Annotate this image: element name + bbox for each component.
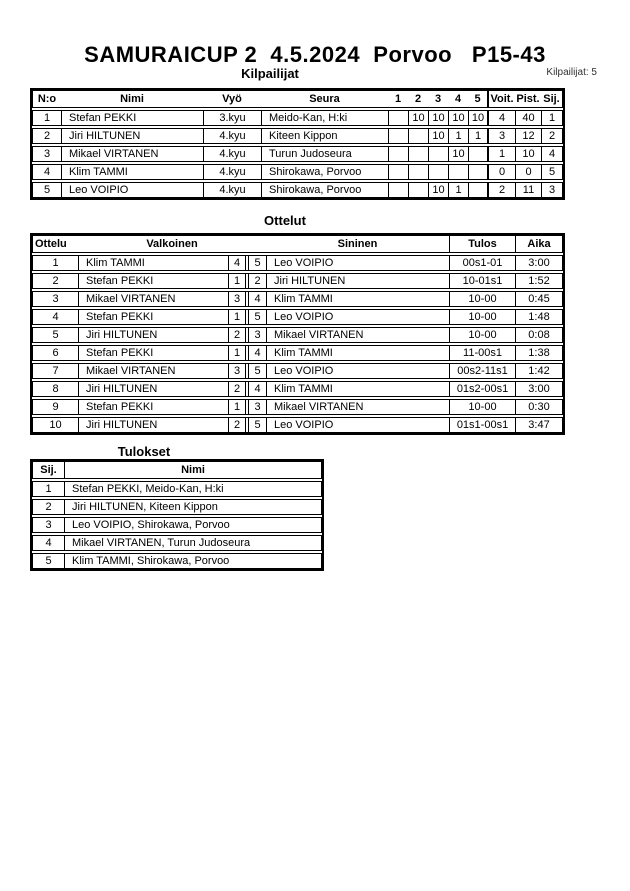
final-result-row (32, 535, 322, 551)
match-row (32, 345, 563, 361)
header-cell-1: 1 (394, 93, 402, 105)
cell-blue-name: Leo VOIPIO (266, 310, 449, 324)
cell-result-2 (408, 129, 428, 143)
header-cell-match: Ottelu (35, 238, 67, 250)
cell-place: 2 (541, 129, 562, 143)
cell-result-5: 1 (468, 129, 487, 143)
final-result-row (32, 553, 322, 569)
cell-belt: 4.kyu (203, 165, 261, 179)
cell-name: Jiri HILTUNEN (61, 129, 203, 143)
cell-result-2: 10 (408, 111, 428, 125)
cell-result-3: 10 (428, 111, 448, 125)
cell-final-name: Leo VOIPIO, Shirokawa, Porvoo (64, 518, 321, 532)
header-cell-club: Seura (309, 93, 340, 105)
header-cell-final-place: Sij. (40, 464, 57, 476)
cell-final-name: Klim TAMMI, Shirokawa, Porvoo (64, 554, 321, 568)
competitors-count-label: Kilpailijat: 5 (546, 67, 597, 78)
cell-blue-name: Leo VOIPIO (266, 364, 449, 378)
cell-result: 11-00s1 (449, 346, 515, 360)
cell-blue-name: Klim TAMMI (266, 382, 449, 396)
cell-place: 5 (541, 165, 562, 179)
cell-final-name: Mikael VIRTANEN, Turun Judoseura (64, 536, 321, 550)
cell-result-5 (468, 165, 487, 179)
cell-blue-no: 4 (248, 382, 266, 396)
cell-white-name: Jiri HILTUNEN (78, 418, 228, 432)
cell-blue-name: Mikael VIRTANEN (266, 328, 449, 342)
match-row (32, 291, 563, 307)
cell-white-name: Jiri HILTUNEN (78, 328, 228, 342)
cell-result-5 (468, 147, 487, 161)
cell-result-2 (408, 147, 428, 161)
cell-name: Stefan PEKKI (61, 111, 203, 125)
cell-white-no: 2 (228, 328, 246, 342)
cell-time: 3:47 (515, 418, 562, 432)
cell-match-no: 3 (52, 293, 59, 305)
cell-final-place: 5 (45, 555, 52, 567)
cell-blue-name: Klim TAMMI (266, 292, 449, 306)
cell-belt: 4.kyu (203, 147, 261, 161)
cell-no: 3 (43, 148, 51, 160)
cell-time: 0:45 (515, 292, 562, 306)
cell-white-no: 2 (228, 418, 246, 432)
cell-no: 1 (43, 112, 51, 124)
cell-no: 5 (43, 184, 51, 196)
cell-blue-name: Mikael VIRTANEN (266, 400, 449, 414)
competitor-row (32, 146, 563, 162)
header-cell-wins: Voit. (487, 91, 515, 107)
cell-blue-no: 4 (248, 292, 266, 306)
cell-white-no: 3 (228, 364, 246, 378)
cell-wins: 0 (487, 165, 515, 179)
match-row (32, 381, 563, 397)
cell-blue-no: 3 (248, 328, 266, 342)
competitor-row (32, 164, 563, 180)
cell-belt: 4.kyu (203, 183, 261, 197)
cell-belt: 3.kyu (203, 111, 261, 125)
cell-match-no: 7 (52, 365, 59, 377)
cell-white-no: 3 (228, 292, 246, 306)
matches-header-row (32, 235, 563, 253)
cell-final-place: 4 (45, 537, 52, 549)
match-row (32, 363, 563, 379)
final-results-heading: Tulokset (117, 444, 171, 459)
match-row (32, 309, 563, 325)
cell-result-4: 10 (448, 147, 468, 161)
cell-points: 10 (515, 147, 541, 161)
cell-result: 01s2-00s1 (449, 382, 515, 396)
cell-wins: 1 (487, 147, 515, 161)
cell-result-2 (408, 165, 428, 179)
match-row (32, 273, 563, 289)
competitors-header-row (32, 90, 563, 108)
match-row (32, 327, 563, 343)
cell-match-no: 2 (52, 275, 59, 287)
match-row (32, 417, 563, 433)
cell-result-5: 10 (468, 111, 487, 125)
cell-blue-no: 2 (248, 274, 266, 288)
matches-table (30, 233, 565, 435)
cell-blue-no: 5 (248, 364, 266, 378)
cell-result: 00s1-01 (449, 256, 515, 270)
cell-result-2 (408, 183, 428, 197)
cell-time: 1:38 (515, 346, 562, 360)
cell-belt: 4.kyu (203, 129, 261, 143)
header-cell-result: Tulos (449, 236, 515, 252)
matches-rows (32, 255, 563, 433)
cell-result: 10-00 (449, 328, 515, 342)
cell-points: 12 (515, 129, 541, 143)
cell-blue-name: Leo VOIPIO (266, 418, 449, 432)
header-cell-time: Aika (515, 236, 562, 252)
cell-blue-no: 5 (248, 256, 266, 270)
cell-match-no: 8 (52, 383, 59, 395)
competitor-row (32, 182, 563, 198)
cell-white-no: 4 (228, 256, 246, 270)
cell-white-no: 1 (228, 310, 246, 324)
cell-time: 0:08 (515, 328, 562, 342)
cell-wins: 3 (487, 129, 515, 143)
cell-result-4: 1 (448, 183, 468, 197)
cell-blue-name: Klim TAMMI (266, 346, 449, 360)
cell-final-place: 2 (45, 501, 52, 513)
competitors-heading: Kilpailijat (241, 66, 299, 81)
cell-result-1 (388, 129, 408, 143)
cell-white-name: Stefan PEKKI (78, 310, 228, 324)
header-cell-name: Nimi (120, 93, 144, 105)
cell-blue-no: 3 (248, 400, 266, 414)
final-results-table (30, 459, 324, 571)
cell-blue-no: 5 (248, 310, 266, 324)
header-cell-3: 3 (434, 93, 442, 105)
final-results-header-row (32, 461, 322, 479)
cell-white-name: Mikael VIRTANEN (78, 292, 228, 306)
cell-points: 0 (515, 165, 541, 179)
cell-final-place: 1 (45, 483, 52, 495)
cell-white-name: Jiri HILTUNEN (78, 382, 228, 396)
cell-time: 3:00 (515, 382, 562, 396)
cell-time: 1:52 (515, 274, 562, 288)
competitors-table (30, 88, 565, 200)
cell-final-name: Stefan PEKKI, Meido-Kan, H:ki (64, 482, 321, 496)
cell-name: Mikael VIRTANEN (61, 147, 203, 161)
cell-result-1 (388, 165, 408, 179)
cell-white-no: 1 (228, 274, 246, 288)
cell-no: 4 (43, 166, 51, 178)
cell-final-place: 3 (45, 519, 52, 531)
cell-blue-no: 4 (248, 346, 266, 360)
cell-result: 10-00 (449, 400, 515, 414)
competitors-rows (32, 110, 563, 198)
cell-club: Shirokawa, Porvoo (261, 165, 388, 179)
cell-place: 1 (541, 111, 562, 125)
header-cell-place: Sij. (543, 93, 560, 105)
cell-no: 2 (43, 130, 51, 142)
cell-result-1 (388, 111, 408, 125)
header-cell-points: Pist. (516, 93, 540, 105)
cell-time: 3:00 (515, 256, 562, 270)
cell-time: 0:30 (515, 400, 562, 414)
cell-place: 4 (541, 147, 562, 161)
competitor-row (32, 128, 563, 144)
cell-result: 10-00 (449, 292, 515, 306)
cell-white-name: Mikael VIRTANEN (78, 364, 228, 378)
header-cell-no: N:o (37, 93, 57, 105)
header-cell-belt: Vyö (222, 93, 242, 105)
match-row (32, 399, 563, 415)
cell-match-no: 4 (52, 311, 59, 323)
cell-white-name: Stefan PEKKI (78, 346, 228, 360)
cell-result-4: 10 (448, 111, 468, 125)
cell-match-no: 6 (52, 347, 59, 359)
cell-match-no: 1 (52, 257, 59, 269)
cell-club: Kiteen Kippon (261, 129, 388, 143)
cell-result-3 (428, 165, 448, 179)
cell-points: 11 (515, 183, 541, 197)
header-cell-5: 5 (474, 93, 481, 105)
final-result-row (32, 499, 322, 515)
header-cell-white: Valkoinen (146, 238, 198, 250)
cell-match-no: 9 (52, 401, 59, 413)
cell-wins: 4 (487, 111, 515, 125)
cell-white-name: Klim TAMMI (78, 256, 228, 270)
cell-points: 40 (515, 111, 541, 125)
cell-place: 3 (541, 183, 562, 197)
cell-white-no: 1 (228, 400, 246, 414)
header-cell-2: 2 (414, 93, 422, 105)
cell-result: 10-00 (449, 310, 515, 324)
cell-time: 1:48 (515, 310, 562, 324)
cell-name: Klim TAMMI (61, 165, 203, 179)
cell-wins: 2 (487, 183, 515, 197)
cell-result-4: 1 (448, 129, 468, 143)
cell-club: Turun Judoseura (261, 147, 388, 161)
match-row (32, 255, 563, 271)
cell-blue-no: 5 (248, 418, 266, 432)
header-cell-blue: Sininen (337, 238, 378, 250)
cell-name: Leo VOIPIO (61, 183, 203, 197)
cell-time: 1:42 (515, 364, 562, 378)
cell-match-no: 10 (49, 419, 62, 431)
cell-result: 00s2-11s1 (449, 364, 515, 378)
cell-white-no: 2 (228, 382, 246, 396)
cell-result-1 (388, 147, 408, 161)
cell-club: Meido-Kan, H:ki (261, 111, 388, 125)
cell-blue-name: Leo VOIPIO (266, 256, 449, 270)
cell-blue-name: Jiri HILTUNEN (266, 274, 449, 288)
cell-result-5 (468, 183, 487, 197)
page-title: SAMURAICUP 2 4.5.2024 Porvoo P15-43 (84, 42, 546, 67)
cell-match-no: 5 (52, 329, 59, 341)
competitor-row (32, 110, 563, 126)
header-cell-final-name: Nimi (64, 462, 321, 478)
header-cell-4: 4 (454, 93, 462, 105)
final-results-rows (32, 481, 322, 569)
matches-heading: Ottelut (264, 213, 306, 228)
cell-final-name: Jiri HILTUNEN, Kiteen Kippon (64, 500, 321, 514)
cell-result: 01s1-00s1 (449, 418, 515, 432)
final-result-row (32, 517, 322, 533)
cell-white-name: Stefan PEKKI (78, 400, 228, 414)
cell-result: 10-01s1 (449, 274, 515, 288)
cell-white-name: Stefan PEKKI (78, 274, 228, 288)
cell-result-3 (428, 147, 448, 161)
cell-result-3: 10 (428, 183, 448, 197)
cell-result-4 (448, 165, 468, 179)
cell-club: Shirokawa, Porvoo (261, 183, 388, 197)
cell-white-no: 1 (228, 346, 246, 360)
final-result-row (32, 481, 322, 497)
cell-result-1 (388, 183, 408, 197)
cell-result-3: 10 (428, 129, 448, 143)
